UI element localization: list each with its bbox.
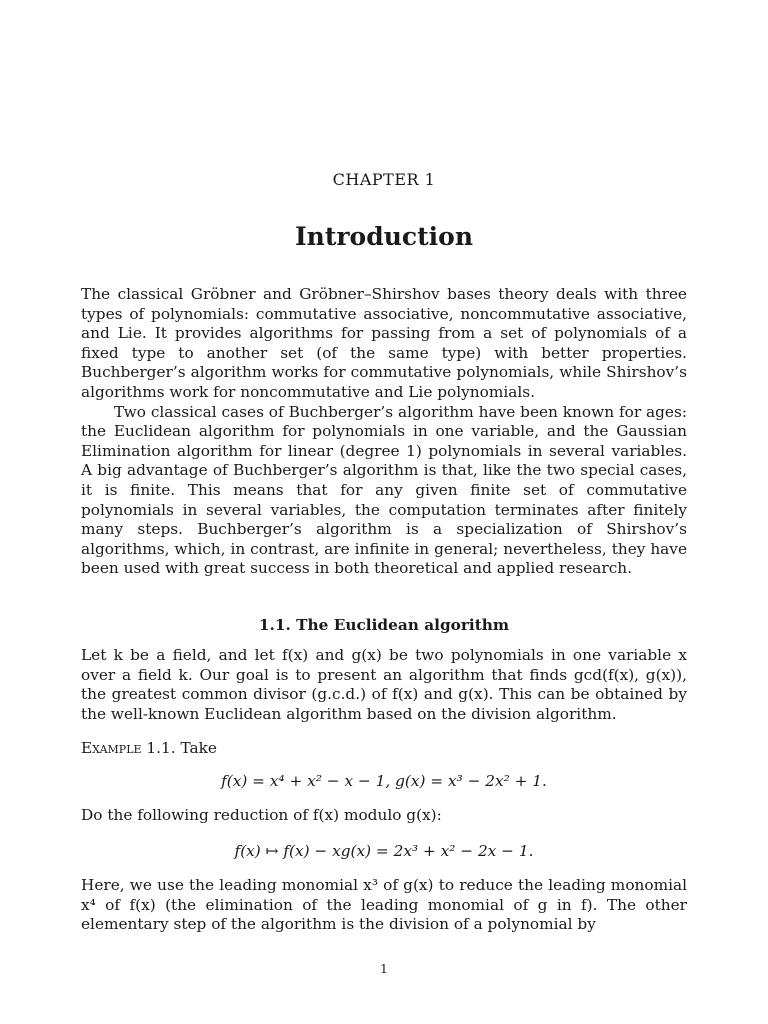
example-text: Take bbox=[180, 739, 217, 757]
equation-2: f(x) ↦ f(x) − xg(x) = 2x³ + x² − 2x − 1. bbox=[234, 842, 534, 860]
chapter-title: Introduction bbox=[294, 222, 474, 251]
section-paragraph-2 bbox=[81, 876, 687, 935]
reduction-text: Do the following reduction of f(x) modulo g(x): bbox=[81, 806, 442, 824]
intro-text bbox=[81, 285, 687, 579]
section-paragraph-2-text: Here, we use the leading monomial x³ of g(x) to reduce the leading monomial x⁴ of f(x) (the elimination of the leading monomial of g in f). The other elementary step of the algorithm is the division of a polynomial by bbox=[81, 876, 687, 934]
example-label: Example 1.1. bbox=[81, 739, 176, 757]
section-paragraph-1 bbox=[81, 646, 687, 724]
intro-paragraph-1: The classical Gröbner and Gröbner–Shirshov bases theory deals with three types of polynomials: commutative associative, noncommutative associative, and Lie. It provides algorithms for passing from a set of polynomials of a fixed type to another set (of the same type) with better properties. Buchberger’s algorithm works for commutative polynomials, while Shirshov’s algorithms work for noncommutative and Lie polynomials. bbox=[81, 285, 687, 401]
intro-paragraph-2: Two classical cases of Buchberger’s algorithm have been known for ages: the Euclidean algorithm for polynomials in one variable, and the Gaussian Elimination algorithm for linear (degree 1) polynomials in several variables. A big advantage of Buchberger’s algorithm is that, like the two special cases, it is finite. This means that for any given finite set of commutative polynomials in several variables, the computation terminates after finitely many steps. Buchberger’s algorithm is a specialization of Shirshov’s algorithms, which, in contrast, are infinite in general; nevertheless, they have been used with great success in both theoretical and applied research. bbox=[81, 402, 687, 578]
example-line bbox=[81, 739, 217, 757]
chapter-label: CHAPTER 1 bbox=[332, 170, 436, 189]
section-paragraph-1-text: Let k be a field, and let f(x) and g(x) be two polynomials in one variable x over a field k. Our goal is to present an algorithm that finds gcd(f(x), g(x)), the greatest common divisor (g.c.d.) of f(x) and g(x). This can be obtained by the well-known Euclidean algorithm based on the division algorithm. bbox=[81, 646, 687, 723]
page-number: 1 bbox=[380, 962, 388, 976]
section-heading: 1.1. The Euclidean algorithm bbox=[258, 616, 510, 634]
equation-1: f(x) = x⁴ + x² − x − 1, g(x) = x³ − 2x² + 1. bbox=[221, 772, 547, 790]
